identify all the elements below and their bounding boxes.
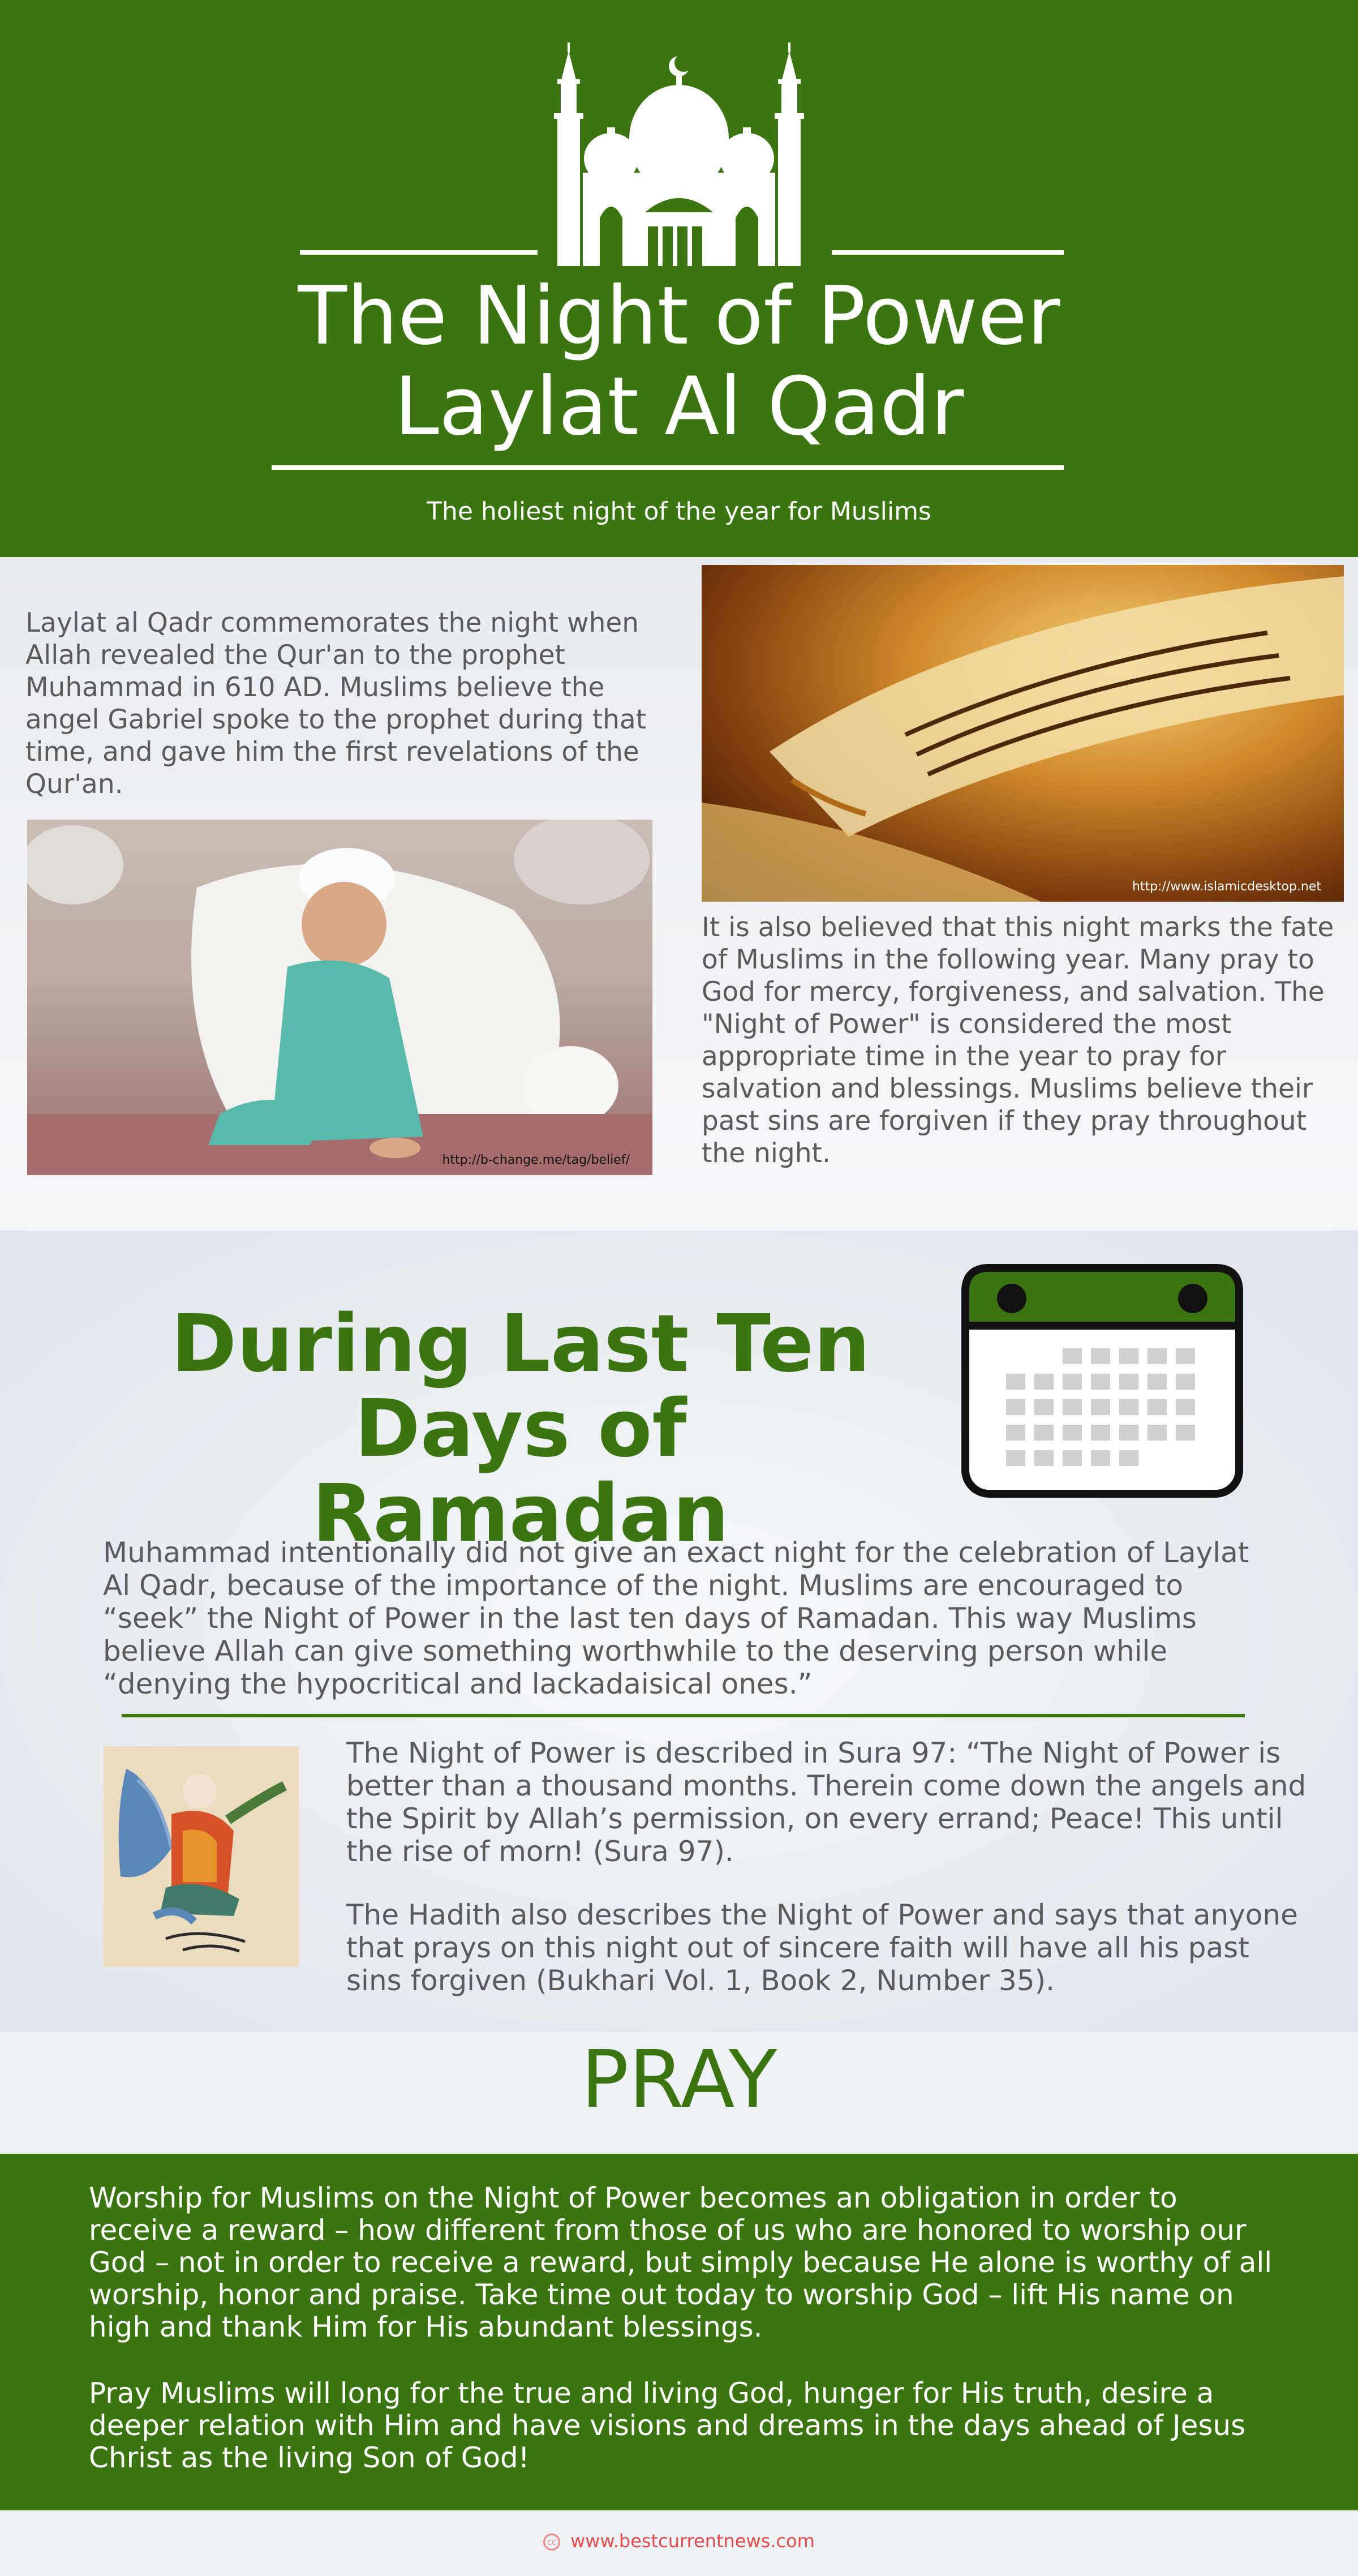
pray-paragraph-1: Worship for Muslims on the Night of Power becomes an obligation in order to receive a reward – how different from those of us who are honored to worship our God – not in order to receive a reward, but simply because He alone is worthy of all worship, honor and praise. Take time out today to worship God – lift His name on high and thank Him for His abundant blessings.: [89, 2181, 1273, 2343]
pray-paragraph-2: Pray Muslims will long for the true and living God, hunger for His truth, desire a deeper relation with Him and have visions and dreams in the days ahead of Jesus Christ as the living Son of God!: [89, 2377, 1246, 2474]
creative-commons-icon: cc: [543, 2534, 560, 2551]
hadith-paragraph: The Hadith also describes the Night of Power and says that anyone that prays on this night out of sincere faith will have all his past sins forgiven (Bukhari Vol. 1, Book 2, Number 35).: [346, 1898, 1298, 1997]
footer-website-link[interactable]: www.bestcurrentnews.com: [570, 2530, 815, 2552]
intro-paragraph-1: Laylat al Qadr commemorates the night when Allah revealed the Qur'an to the prophet Muhammad in 610 AD. Muslims believe the angel Gabriel spoke to the prophet during that time, and gave him the first revelations of the Qur'an.: [25, 607, 647, 800]
calendar-icon: [961, 1263, 1244, 1498]
prayer-photo-credit: http://b-change.me/tag/belief/: [442, 1153, 630, 1167]
title-rule-bottom: [272, 465, 1064, 470]
footer: [0, 2530, 1358, 2552]
title-rule-right: [832, 250, 1064, 255]
quran-book-drawing: [702, 565, 1344, 902]
page-title-line1: The Night of Power: [298, 269, 1060, 363]
pray-heading: PRAY: [581, 2034, 777, 2126]
prayer-photo: [27, 820, 652, 1175]
intro-paragraph-2: It is also believed that this night marks the fate of Muslims in the following year. Many pray to God for mercy, forgiveness, and salvation. The "Night of Power" is considered the most appropriate time in the year to pray for salvation and blessings. Muslims believe their past sins are forgiven if they pray throughout the night.: [702, 912, 1334, 1169]
angel-drawing: [104, 1746, 299, 1967]
ramadan-heading-line2: Days of Ramadan: [312, 1383, 729, 1560]
quran-photo: [702, 565, 1344, 902]
mosque-icon: [552, 42, 806, 266]
angel-painting: [104, 1746, 299, 1967]
section-divider: [122, 1714, 1245, 1717]
title-rule-left: [300, 250, 538, 255]
sura-paragraph: The Night of Power is described in Sura 97: “The Night of Power is better than a thousand months. Therein come down the angels and the Spirit by Allah’s permission, on every errand; Peace! This until the rise of morn! (Sura 97).: [346, 1737, 1307, 1868]
quran-photo-credit: http://www.islamicdesktop.net: [1132, 880, 1321, 894]
ramadan-paragraph-1: Muhammad intentionally did not give an exact night for the celebration of Laylat Al Qadr, because of the importance of the night. Muslims are encouraged to “seek” the Night of Power in the last ten days of Ramadan. This way Muslims believe Allah can give something worthwhile to the deserving person while “denying the hypocritical and lackadaisical ones.”: [103, 1536, 1249, 1700]
prayer-scene-drawing: [27, 820, 652, 1175]
ramadan-heading-line1: During Last Ten: [171, 1298, 870, 1390]
page-title-line2: Laylat Al Qadr: [394, 360, 964, 453]
ramadan-heading: [136, 1298, 905, 1560]
page-subtitle: The holiest night of the year for Muslims: [427, 497, 931, 526]
